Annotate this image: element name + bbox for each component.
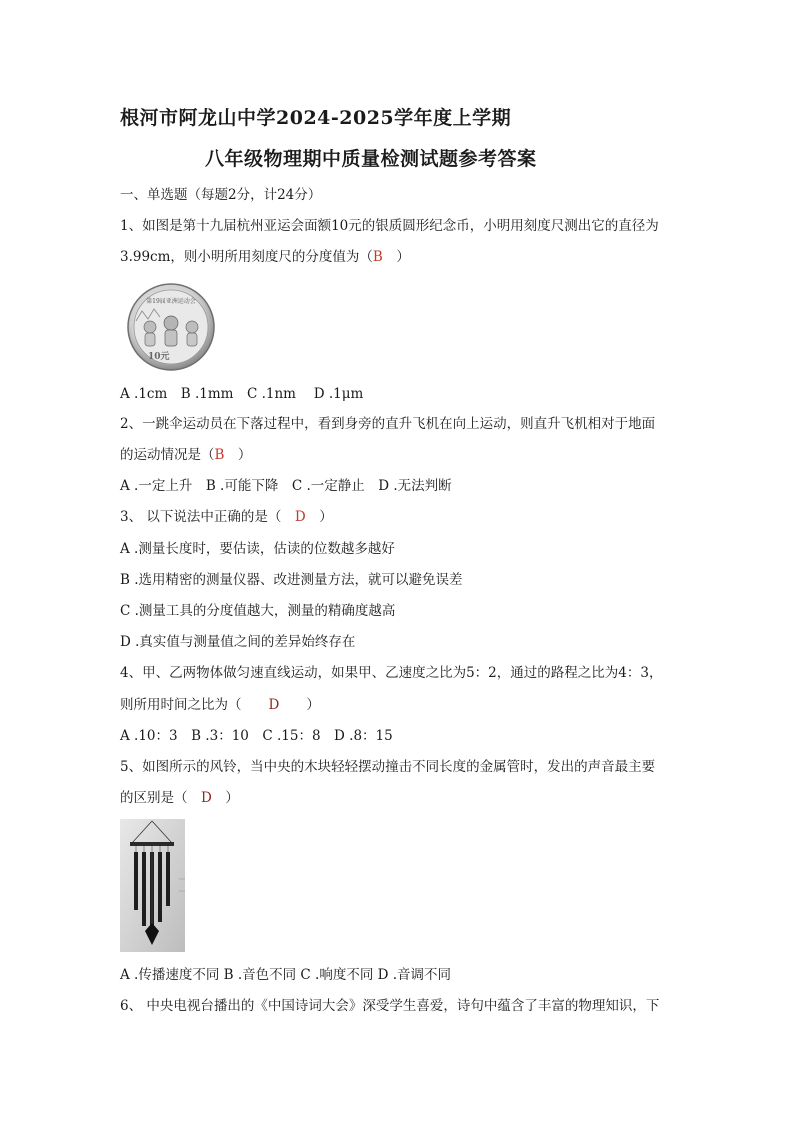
q3-stem <box>120 508 333 526</box>
q3-stem-close: ） <box>305 509 333 525</box>
q2-stem-line2 <box>120 446 251 464</box>
page-title-line2: 八年级物理期中质量检测试题参考答案 <box>205 148 537 170</box>
q5-stem-line1: 5、如图所示的风铃，当中央的木块轻轻摆动撞击不同长度的金属管时，发出的声音最主要 <box>120 759 656 775</box>
wind-chime-image <box>120 819 185 952</box>
q1-stem-line1: 1、如图是第十九届杭州亚运会面额10元的银质圆形纪念币，小明用刻度尺测出它的直径为 <box>120 218 659 234</box>
q3-option-d: D .真实值与测量值之间的差异始终存在 <box>120 634 356 650</box>
q5-stem-line2 <box>120 789 239 807</box>
q3-answer: D <box>294 509 306 525</box>
section-heading: 一、单选题（每题2分，计24分） <box>120 187 322 203</box>
q4-answer: D <box>268 697 280 713</box>
q1-options: A .1cm B .1mm C .1nm D .1μm <box>120 386 364 402</box>
q1-stem-text: 3.99cm，则小明所用刻度尺的分度值为（ <box>120 249 373 265</box>
page-title-line1: 根河市阿龙山中学2024-2025学年度上学期 <box>120 107 512 129</box>
q5-answer: D <box>201 790 212 806</box>
q3-stem-text: 3、 以下说法中正确的是（ <box>120 509 295 525</box>
q1-stem-close: ） <box>382 249 410 265</box>
q2-answer: B <box>214 447 225 463</box>
q4-stem-close: ） <box>279 697 320 713</box>
q5-stem-close: ） <box>211 790 239 806</box>
q4-stem-line1: 4、甲、乙两物体做匀速直线运动，如果甲、乙速度之比为5：2，通过的路程之比为4：3， <box>120 665 663 681</box>
coin-ring-text: 第19届亚洲运动会 <box>146 298 196 305</box>
q6-stem-line1: 6、 中央电视台播出的《中国诗词大会》深受学生喜爱，诗句中蕴含了丰富的物理知识，下 <box>120 998 660 1014</box>
coin-denomination: 10元 <box>148 352 170 362</box>
q2-stem-close: ） <box>224 447 252 463</box>
q3-option-b: B .选用精密的测量仪器、改进测量方法，就可以避免误差 <box>120 572 463 588</box>
q1-answer: B <box>372 249 383 265</box>
q5-options: A .传播速度不同 B .音色不同 C .响度不同 D .音调不同 <box>120 967 452 983</box>
q1-stem-line2 <box>120 248 410 266</box>
q3-option-a: A .测量长度时，要估读，估读的位数越多越好 <box>120 541 395 557</box>
q2-stem-text: 的运动情况是（ <box>120 447 215 463</box>
q4-options: A .10：3 B .3：10 C .15：8 D .8：15 <box>120 728 393 744</box>
q5-stem-text: 的区别是（ <box>120 790 201 806</box>
q3-option-c: C .测量工具的分度值越大，测量的精确度越高 <box>120 603 396 619</box>
commemorative-coin-image <box>120 283 222 371</box>
q4-stem-text: 则所用时间之比为（ <box>120 697 269 713</box>
q2-stem-line1: 2、一跳伞运动员在下落过程中，看到身旁的直升飞机在向上运动，则直升飞机相对于地面 <box>120 416 656 432</box>
q4-stem-line2 <box>120 696 320 714</box>
q2-options: A .一定上升 B .可能下降 C .一定静止 D .无法判断 <box>120 478 452 494</box>
